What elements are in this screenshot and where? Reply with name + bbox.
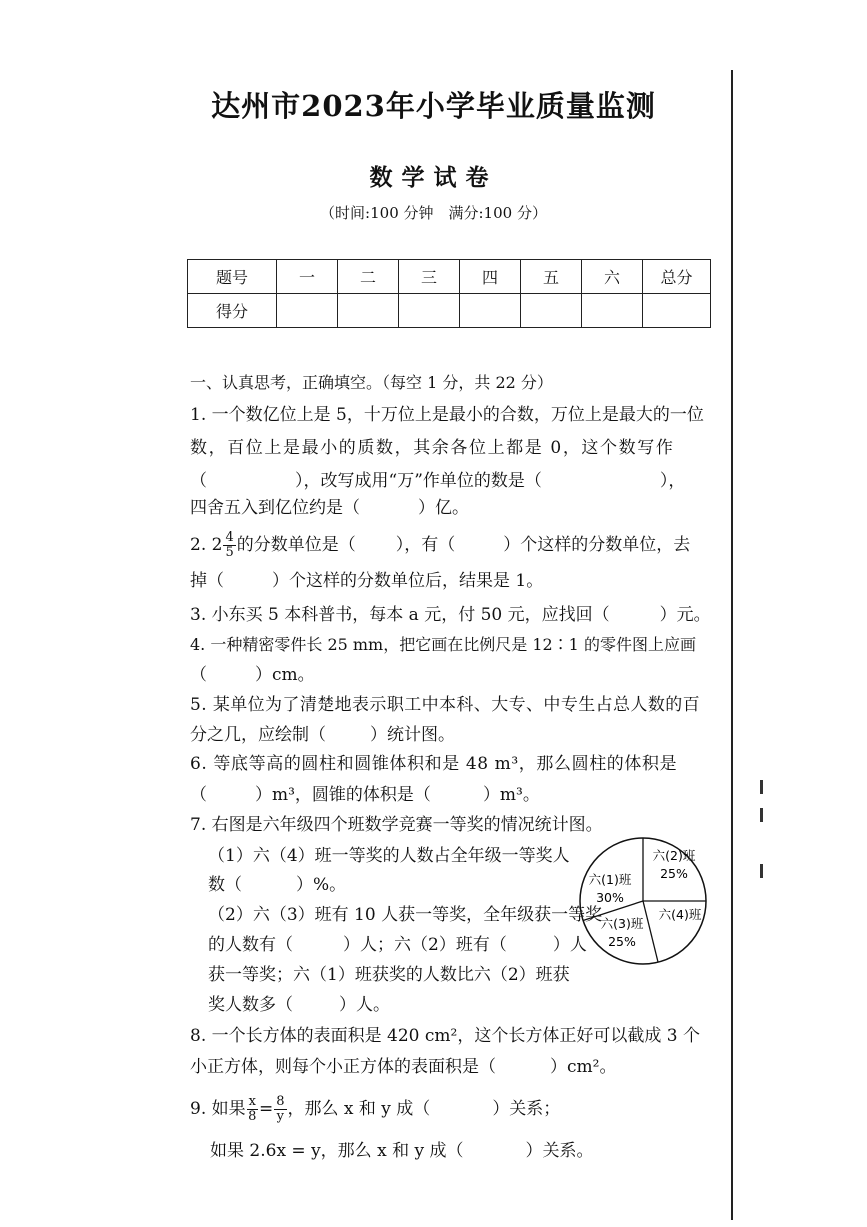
- score-table-cell: 六: [582, 260, 643, 294]
- q4-text: ）cm。: [255, 665, 315, 685]
- q1-text: ），改写成用“万”作单位的数是（: [295, 471, 542, 491]
- score-entry-cell[interactable]: [399, 294, 460, 328]
- q5-line1: 5. 某单位为了清楚地表示职工中本科、大专、中专生占总人数的百: [190, 695, 701, 715]
- q4-text: （: [190, 665, 207, 685]
- score-table-cell: 五: [521, 260, 582, 294]
- margin-mark: [760, 808, 769, 822]
- margin-mark: [760, 780, 769, 794]
- class-award-pie-chart: [578, 836, 708, 966]
- q8-text: 小正方体，则每个小正方体的表面积是（: [190, 1057, 496, 1077]
- q1-text: 四舍五入到亿位约是（: [190, 498, 360, 518]
- q6-line1: 6. 等底等高的圆柱和圆锥体积和是 48 m³，那么圆柱的体积是: [190, 754, 678, 774]
- q7-line2: （1）六（4）班一等奖的人数占全年级一等奖人: [208, 846, 570, 866]
- pie-value-class2: 25%: [660, 866, 688, 881]
- q8-line1: 8. 一个长方体的表面积是 420 cm²，这个长方体正好可以截成 3 个: [190, 1026, 700, 1046]
- q7-text: ）人: [552, 935, 587, 955]
- score-table: [187, 259, 711, 328]
- q6-text: ）m³，圆锥的体积是（: [255, 785, 431, 805]
- pie-label-class2: 六(2)班: [652, 848, 696, 863]
- score-table-cell: 得分: [188, 294, 277, 328]
- q2-text: 的分数单位是（: [236, 535, 356, 555]
- q1-line2: 数，百位上是最小的质数，其余各位上都是 0，这个数写作: [190, 438, 675, 458]
- q6-text: ）m³。: [482, 785, 540, 805]
- q6-text: （: [190, 785, 207, 805]
- score-table-score-row: [188, 294, 711, 328]
- score-table-cell: 题号: [188, 260, 277, 294]
- score-entry-cell[interactable]: [277, 294, 338, 328]
- fraction-numerator: x: [248, 1094, 256, 1109]
- q5-line2: [190, 724, 455, 746]
- fraction-denominator: 8: [248, 1109, 257, 1124]
- q9-line1: [190, 1095, 560, 1124]
- q1-line4: [190, 497, 469, 519]
- section1-heading: 一、认真思考，正确填空。（每空 1 分，共 22 分）: [190, 373, 553, 392]
- margin-mark: [760, 864, 769, 878]
- pie-label-class4: 六(4)班: [658, 907, 702, 922]
- fraction: [274, 1095, 286, 1124]
- q3-line: [190, 604, 711, 626]
- score-entry-cell[interactable]: [338, 294, 399, 328]
- q5-text: 分之几，应绘制（: [190, 725, 326, 745]
- q2-line2: [190, 570, 543, 592]
- q2-text: 掉（: [190, 571, 224, 591]
- q2-text: 2. 2: [190, 535, 223, 555]
- q3-text: ）元。: [659, 605, 711, 625]
- q4-line1: 4. 一种精密零件长 25 mm，把它画在比例尺是 12∶1 的零件图上应画: [190, 635, 696, 654]
- q1-text: ）亿。: [418, 498, 469, 518]
- pie-value-class3: 25%: [608, 934, 636, 949]
- mixed-fraction: [223, 531, 235, 560]
- q7-text: ）%。: [296, 875, 347, 895]
- q9-line2: [210, 1140, 594, 1162]
- q7-text: ）人。: [339, 995, 390, 1015]
- q7-line7: [208, 994, 390, 1016]
- q6-line2: [190, 784, 540, 806]
- equals-sign: =: [258, 1099, 274, 1119]
- score-table-cell: 一: [277, 260, 338, 294]
- exam-time-score-info: （时间:100 分钟 满分:100 分）: [320, 204, 547, 222]
- score-table-cell: 总分: [643, 260, 711, 294]
- q9-text: ）关系；: [492, 1099, 561, 1119]
- pie-label-class1: 六(1)班: [588, 872, 632, 887]
- q1-line3: [190, 470, 685, 492]
- exam-subtitle: 数学试卷: [369, 164, 498, 191]
- q2-line1: [190, 531, 690, 560]
- q7-line6: 获一等奖；六（1）班获奖的人数比六（2）班获: [208, 965, 570, 985]
- q7-line4: （2）六（3）班有 10 人获一等奖，全年级获一等奖: [208, 905, 603, 925]
- binding-margin-line: [731, 70, 733, 1220]
- pie-label-class3: 六(3)班: [600, 916, 644, 931]
- pie-divider: [643, 901, 658, 962]
- q7-text: 奖人数多（: [208, 995, 293, 1015]
- fraction-numerator: 8: [276, 1094, 285, 1109]
- score-table-cell: 四: [460, 260, 521, 294]
- q4-line2: [190, 664, 315, 686]
- q8-line2: [190, 1056, 616, 1078]
- q3-text: 3. 小东买 5 本科普书，每本 a 元，付 50 元，应找回（: [190, 605, 610, 625]
- score-table-cell: 三: [399, 260, 460, 294]
- q7-line5: [208, 934, 587, 956]
- score-entry-cell[interactable]: [521, 294, 582, 328]
- pie-value-class1: 30%: [596, 890, 624, 905]
- q7-line1: 7. 右图是六年级四个班数学竞赛一等奖的情况统计图。: [190, 815, 603, 835]
- q9-text: 9. 如果: [190, 1099, 246, 1119]
- fraction-numerator: 4: [225, 530, 234, 545]
- q2-text: ）个这样的分数单位，去: [503, 535, 691, 555]
- fraction-denominator: 5: [225, 545, 234, 560]
- q8-text: ）cm²。: [550, 1057, 617, 1077]
- q2-text: ）个这样的分数单位后，结果是 1。: [272, 571, 544, 591]
- score-entry-cell[interactable]: [460, 294, 521, 328]
- score-entry-cell[interactable]: [643, 294, 711, 328]
- q7-text: 数（: [208, 875, 242, 895]
- q7-text: ）人；六（2）班有（: [343, 935, 507, 955]
- q1-text: （: [190, 471, 207, 491]
- q9-text: 如果 2.6x = y，那么 x 和 y 成（: [210, 1141, 464, 1161]
- score-table-header-row: [188, 260, 711, 294]
- q9-text: ，那么 x 和 y 成（: [287, 1099, 431, 1119]
- q1-line1: 1. 一个数亿位上是 5，十万位上是最小的合数，万位上是最大的一位: [190, 405, 704, 425]
- q9-text: ）关系。: [525, 1141, 594, 1161]
- q5-text: ）统计图。: [370, 725, 455, 745]
- fraction-denominator: y: [276, 1109, 285, 1124]
- q2-text: ），有（: [395, 535, 456, 555]
- q7-line3: [208, 874, 346, 896]
- fraction: [247, 1095, 258, 1124]
- exam-title: 达州市2023年小学毕业质量监测: [211, 89, 656, 123]
- q7-text: 的人数有（: [208, 935, 293, 955]
- score-table-cell: 二: [338, 260, 399, 294]
- score-entry-cell[interactable]: [582, 294, 643, 328]
- q1-text: ），: [659, 471, 686, 491]
